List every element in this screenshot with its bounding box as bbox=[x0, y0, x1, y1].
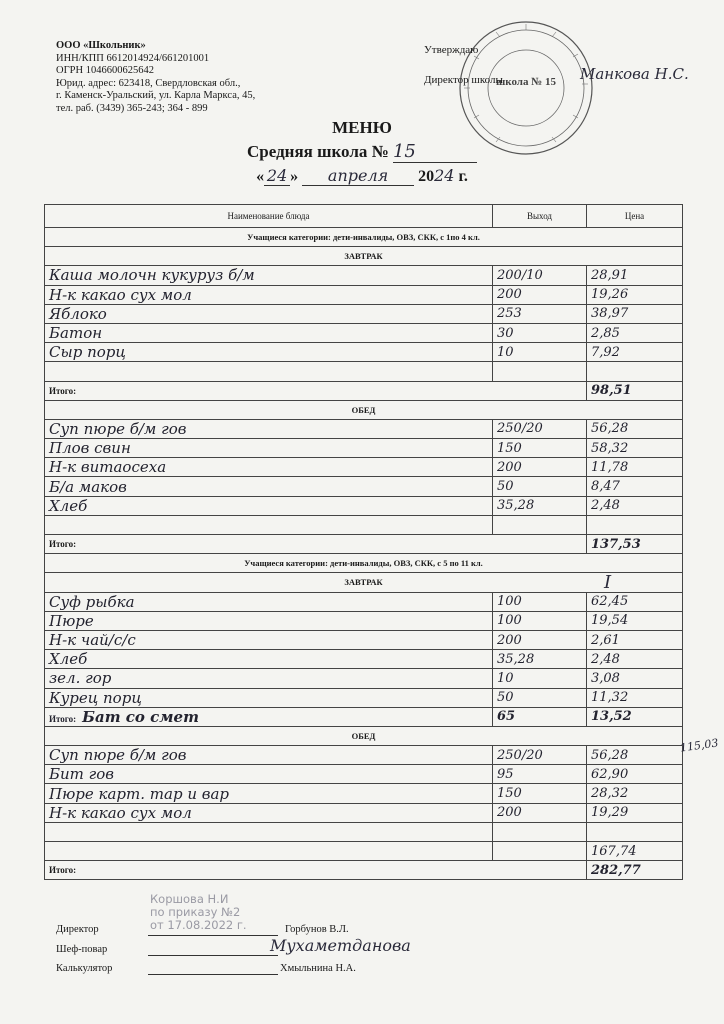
dish-name: Бит гов bbox=[45, 765, 493, 784]
col-header-price: Цена bbox=[587, 205, 683, 228]
org-name: ООО «Школьник» bbox=[56, 40, 146, 51]
dish-yield: 150 bbox=[493, 439, 587, 458]
dish-yield bbox=[493, 362, 587, 381]
date-month: апреля bbox=[302, 166, 414, 186]
table-row bbox=[45, 477, 683, 496]
date-year-end: г. bbox=[458, 168, 468, 185]
director-signature-text: Манкова Н.С. bbox=[580, 65, 689, 83]
table-header-row bbox=[45, 205, 683, 228]
meal-header bbox=[45, 400, 683, 419]
dish-name bbox=[45, 842, 493, 861]
dish-price: 19,54 bbox=[587, 611, 683, 630]
chef-sign-name: Мухаметданова bbox=[270, 936, 411, 955]
calc-sign-line bbox=[148, 974, 278, 975]
dish-yield: 200 bbox=[493, 803, 587, 822]
dish-price: 28,32 bbox=[587, 784, 683, 803]
director-sign-name: Горбунов В.Л. bbox=[285, 924, 349, 935]
date-open-quote: « bbox=[256, 168, 265, 185]
school-line bbox=[0, 141, 724, 163]
dish-price: 2,48 bbox=[587, 496, 683, 515]
dish-price: 2,85 bbox=[587, 323, 683, 342]
dish-yield: 95 bbox=[493, 765, 587, 784]
table-row bbox=[45, 765, 683, 784]
chef-sign-label: Шеф-повар bbox=[56, 944, 108, 955]
date-line bbox=[0, 166, 724, 186]
table-row bbox=[45, 419, 683, 438]
stamp-school-label: школа № 15 bbox=[495, 76, 557, 88]
dish-name: Бат со смет bbox=[82, 707, 199, 726]
dish-name bbox=[45, 362, 493, 381]
total-label: Итого: bbox=[45, 381, 587, 400]
dish-yield: 200 bbox=[493, 630, 587, 649]
dish-yield: 65 bbox=[493, 707, 587, 726]
table-row bbox=[45, 362, 683, 381]
date-day: 24 bbox=[264, 166, 290, 186]
extra-total-note: 115,03 bbox=[679, 736, 720, 755]
dish-price: 19,26 bbox=[587, 285, 683, 304]
dish-name: Хлеб bbox=[45, 496, 493, 515]
dish-name bbox=[45, 515, 493, 534]
meal-label: ОБЕД bbox=[45, 400, 683, 419]
table-row bbox=[45, 323, 683, 342]
meal-label: ЗАВТРАК bbox=[45, 573, 683, 592]
dish-price: 19,29 bbox=[587, 803, 683, 822]
dish-price: 8,47 bbox=[587, 477, 683, 496]
dish-yield: 50 bbox=[493, 688, 587, 707]
dish-price: 3,08 bbox=[587, 669, 683, 688]
director-sign-line bbox=[148, 935, 278, 936]
menu-table bbox=[44, 204, 683, 880]
dish-price bbox=[587, 362, 683, 381]
meal-header bbox=[45, 726, 683, 745]
table-row bbox=[45, 266, 683, 285]
dish-yield bbox=[493, 822, 587, 841]
dish-price: 28,91 bbox=[587, 266, 683, 285]
dish-yield bbox=[493, 842, 587, 861]
total-row bbox=[45, 381, 683, 400]
total-value: 13,52 bbox=[587, 707, 683, 726]
date-year-suffix: 24 bbox=[434, 166, 455, 185]
total-row bbox=[45, 535, 683, 554]
approve-director-label: Директор школы bbox=[424, 74, 503, 86]
total-label: Итого: bbox=[49, 713, 77, 724]
table-row bbox=[45, 630, 683, 649]
organization-block bbox=[56, 40, 255, 116]
dish-yield: 253 bbox=[493, 304, 587, 323]
total-value: 137,53 bbox=[587, 535, 683, 554]
dish-price bbox=[587, 822, 683, 841]
dish-yield: 150 bbox=[493, 784, 587, 803]
total-label: Итого: bbox=[45, 535, 587, 554]
meal-label: ОБЕД bbox=[45, 726, 683, 745]
table-row bbox=[45, 285, 683, 304]
dish-price: 58,32 bbox=[587, 439, 683, 458]
dish-yield: 10 bbox=[493, 343, 587, 362]
table-row bbox=[45, 515, 683, 534]
table-row bbox=[45, 688, 683, 707]
dish-name: Суп пюре б/м гов bbox=[45, 419, 493, 438]
dish-price bbox=[587, 515, 683, 534]
dish-yield bbox=[493, 515, 587, 534]
org-phone: тел. раб. (3439) 365-243; 364 - 899 bbox=[56, 102, 208, 114]
dish-name: Н-к какао сух мол bbox=[45, 803, 493, 822]
dish-name: Сыр порц bbox=[45, 343, 493, 362]
dish-yield: 10 bbox=[493, 669, 587, 688]
section-title: Учащиеся категории: дети-инвалиды, ОВЗ, СКК, с 5 по 11 кл. bbox=[45, 554, 683, 573]
table-row bbox=[45, 650, 683, 669]
dish-yield: 250/20 bbox=[493, 746, 587, 765]
section2-mark: I bbox=[604, 572, 612, 593]
section-header bbox=[45, 554, 683, 573]
dish-price: 167,74 bbox=[587, 842, 683, 861]
dish-price: 2,48 bbox=[587, 650, 683, 669]
director-signature bbox=[580, 65, 710, 95]
dish-price: 2,61 bbox=[587, 630, 683, 649]
table-row bbox=[45, 842, 683, 861]
total-value: 98,51 bbox=[587, 381, 683, 400]
table-row bbox=[45, 592, 683, 611]
table-row bbox=[45, 496, 683, 515]
org-address-line1: Юрид. адрес: 623418, Свердловская обл., bbox=[56, 77, 241, 89]
date-year-prefix: 20 bbox=[418, 168, 435, 185]
order-stamp bbox=[150, 893, 247, 932]
school-prefix: Средняя школа № bbox=[247, 142, 389, 161]
dish-name: Пюре bbox=[45, 611, 493, 630]
dish-price: 56,28 bbox=[587, 419, 683, 438]
meal-header bbox=[45, 247, 683, 266]
director-sign-label: Директор bbox=[56, 924, 99, 935]
dish-yield: 35,28 bbox=[493, 496, 587, 515]
table-row bbox=[45, 458, 683, 477]
table-row bbox=[45, 746, 683, 765]
dish-yield: 30 bbox=[493, 323, 587, 342]
total-label: Итого: bbox=[45, 861, 587, 880]
dish-name: Хлеб bbox=[45, 650, 493, 669]
dish-price: 38,97 bbox=[587, 304, 683, 323]
col-header-name: Наименование блюда bbox=[45, 205, 493, 228]
section-title: Учащиеся категории: дети-инвалиды, ОВЗ, СКК, с 1по 4 кл. bbox=[45, 228, 683, 247]
dish-yield: 200 bbox=[493, 285, 587, 304]
total-row-dish bbox=[45, 707, 493, 726]
dish-price: 56,28 bbox=[587, 746, 683, 765]
meal-header bbox=[45, 573, 683, 592]
table-row bbox=[45, 611, 683, 630]
dish-name: Батон bbox=[45, 323, 493, 342]
dish-yield: 35,28 bbox=[493, 650, 587, 669]
dish-name: Плов свин bbox=[45, 439, 493, 458]
chef-sign-line bbox=[148, 955, 278, 956]
order-line3: от 17.08.2022 г. bbox=[150, 918, 247, 932]
table-row bbox=[45, 304, 683, 323]
total-row bbox=[45, 861, 683, 880]
dish-name: Н-к чай/с/с bbox=[45, 630, 493, 649]
dish-yield: 200 bbox=[493, 458, 587, 477]
date-close-quote: » bbox=[290, 168, 299, 185]
dish-name: Каша молочн кукуруз б/м bbox=[45, 266, 493, 285]
dish-name: Н-к витаосеха bbox=[45, 458, 493, 477]
table-row bbox=[45, 784, 683, 803]
table-row bbox=[45, 669, 683, 688]
dish-name: Пюре карт. тар и вар bbox=[45, 784, 493, 803]
dish-yield: 100 bbox=[493, 592, 587, 611]
dish-name: Суф рыбка bbox=[45, 592, 493, 611]
school-number: 15 bbox=[393, 141, 477, 163]
table-row bbox=[45, 803, 683, 822]
org-inn: ИНН/КПП 6612014924/661201001 bbox=[56, 52, 210, 64]
page-title: МЕНЮ bbox=[332, 118, 392, 137]
org-ogrn: ОГРН 1046600625642 bbox=[56, 65, 154, 77]
table-row bbox=[45, 343, 683, 362]
dish-name: Курец порц bbox=[45, 688, 493, 707]
dish-price: 62,45 bbox=[587, 592, 683, 611]
dish-name: Н-к какао сух мол bbox=[45, 285, 493, 304]
dish-price: 62,90 bbox=[587, 765, 683, 784]
org-address-line2: г. Каменск-Уральский, ул. Карла Маркса, 45, bbox=[56, 90, 256, 102]
dish-name: Б/а маков bbox=[45, 477, 493, 496]
dish-yield: 250/20 bbox=[493, 419, 587, 438]
table-row bbox=[45, 439, 683, 458]
total-row bbox=[45, 707, 683, 726]
section-header bbox=[45, 228, 683, 247]
dish-price: 11,78 bbox=[587, 458, 683, 477]
dish-price: 7,92 bbox=[587, 343, 683, 362]
dish-name: зел. гор bbox=[45, 669, 493, 688]
meal-label: ЗАВТРАК bbox=[45, 247, 683, 266]
dish-yield: 50 bbox=[493, 477, 587, 496]
dish-name: Суп пюре б/м гов bbox=[45, 746, 493, 765]
col-header-yield: Выход bbox=[493, 205, 587, 228]
dish-name bbox=[45, 822, 493, 841]
dish-yield: 200/10 bbox=[493, 266, 587, 285]
calc-sign-label: Калькулятор bbox=[56, 963, 113, 974]
table-row bbox=[45, 822, 683, 841]
order-line2: по приказу №2 bbox=[150, 905, 241, 919]
dish-price: 11,32 bbox=[587, 688, 683, 707]
approval-block bbox=[424, 44, 503, 86]
order-line1: Коршова Н.И bbox=[150, 892, 229, 906]
calc-sign-name: Хмыльнина Н.А. bbox=[280, 963, 356, 974]
approve-label: Утверждаю bbox=[424, 44, 479, 56]
total-value: 282,77 bbox=[587, 861, 683, 880]
dish-yield: 100 bbox=[493, 611, 587, 630]
dish-name: Яблоко bbox=[45, 304, 493, 323]
